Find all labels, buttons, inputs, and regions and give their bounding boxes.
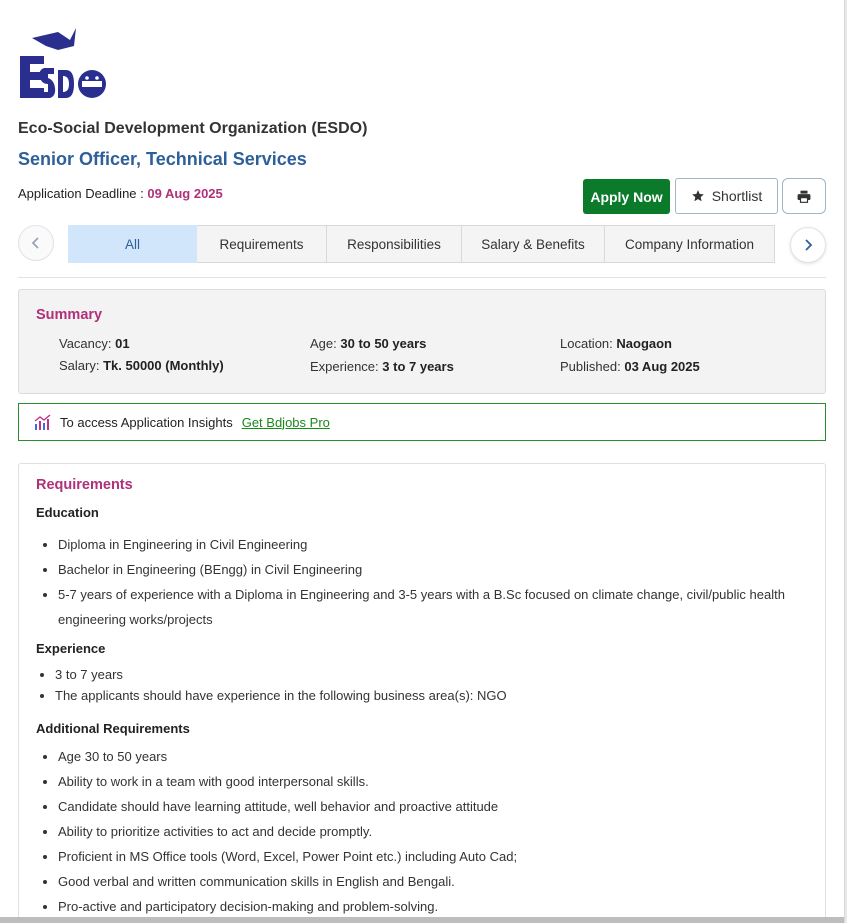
requirements-card <box>18 463 826 923</box>
shortlist-button[interactable] <box>675 178 778 214</box>
list-item: • Ability to work in a team with good interpersonal skills. <box>58 769 517 794</box>
list-item: • Diploma in Engineering in Civil Engineering <box>58 532 798 557</box>
insights-chart-icon <box>34 414 51 430</box>
company-name: Eco-Social Development Organization (ESDO) <box>18 120 368 137</box>
list-item: • Candidate should have learning attitude, well behavior and proactive attitude <box>58 794 517 819</box>
star-icon <box>691 189 705 203</box>
summary-salary: Salary: Tk. 50000 (Monthly) <box>59 358 224 373</box>
summary-vacancy: Vacancy: 01 <box>59 336 130 351</box>
list-item: • Ability to prioritize activities to act and decide promptly. <box>58 819 517 844</box>
tab-all[interactable]: All <box>68 225 197 263</box>
print-button[interactable] <box>782 178 826 214</box>
summary-experience: Experience: 3 to 7 years <box>310 359 454 374</box>
summary-card <box>18 289 826 394</box>
application-insights-banner <box>18 403 826 441</box>
tabs-scroll-right-button[interactable] <box>790 227 826 263</box>
list-item: • Age 30 to 50 years <box>58 744 517 769</box>
list-item: • Good verbal and written communication skills in English and Bengali. <box>58 869 517 894</box>
education-heading: Education <box>36 505 99 520</box>
divider <box>18 277 826 278</box>
tab-salary-benefits[interactable]: Salary & Benefits <box>462 225 605 263</box>
summary-title: Summary <box>36 307 103 323</box>
tab-company-information[interactable]: Company Information <box>605 225 775 263</box>
summary-published: Published: 03 Aug 2025 <box>560 359 700 374</box>
job-section-tabs <box>68 225 775 263</box>
esdo-logo <box>18 26 110 102</box>
summary-age: Age: 30 to 50 years <box>310 336 427 351</box>
requirements-title: Requirements <box>36 477 133 493</box>
printer-icon <box>797 190 811 203</box>
list-item: • The applicants should have experience in the following business area(s): NGO <box>55 685 507 706</box>
tab-requirements[interactable]: Requirements <box>197 225 327 263</box>
additional-requirements-list <box>58 744 517 919</box>
get-bdjobs-pro-link[interactable]: Get Bdjobs Pro <box>241 414 330 430</box>
additional-requirements-heading: Additional Requirements <box>36 721 190 736</box>
list-item: • 5-7 years of experience with a Diploma in Engineering and 3-5 years with a B.Sc focused on climate change, civil/public health engineering works/projects <box>58 582 798 632</box>
education-list <box>58 532 798 632</box>
deadline-date: 09 Aug 2025 <box>147 186 223 201</box>
list-item: • Pro-active and participatory decision-making and problem-solving. <box>58 894 517 919</box>
experience-list <box>55 664 507 706</box>
chevron-left-icon <box>31 237 41 249</box>
shortlist-label: Shortlist <box>711 188 763 204</box>
job-title: Senior Officer, Technical Services <box>18 149 307 169</box>
chevron-right-icon <box>803 239 813 251</box>
list-item: • 3 to 7 years <box>55 664 507 685</box>
tab-responsibilities[interactable]: Responsibilities <box>327 225 462 263</box>
horizontal-scrollbar[interactable] <box>0 917 845 923</box>
deadline-label: Application Deadline : <box>18 186 144 201</box>
tabs-scroll-left-button[interactable] <box>18 225 54 261</box>
insights-text: To access Application Insights <box>60 414 233 430</box>
experience-heading: Experience <box>36 641 106 656</box>
list-item: • Bachelor in Engineering (BEngg) in Civil Engineering <box>58 557 798 582</box>
summary-location: Location: Naogaon <box>560 336 673 351</box>
list-item: • Proficient in MS Office tools (Word, Excel, Power Point etc.) including Auto Cad; <box>58 844 517 869</box>
apply-now-button[interactable]: Apply Now <box>583 179 670 214</box>
application-deadline <box>18 186 223 201</box>
